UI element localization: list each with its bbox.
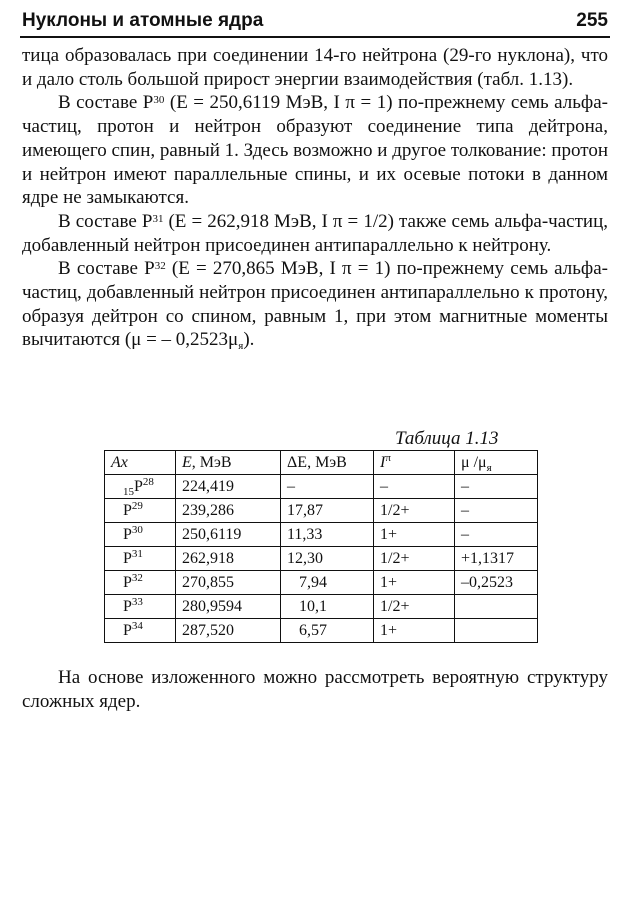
delta-energy-cell: 17,87: [281, 499, 374, 523]
magnetic-moment-cell: –: [455, 523, 538, 547]
header-mu-symbol: μ /μ: [461, 453, 487, 471]
mass-number: 30: [131, 523, 143, 536]
p2-mass-number: 30: [153, 94, 165, 107]
isotope-cell: [105, 571, 176, 595]
isotope-cell: [105, 523, 176, 547]
mass-number: 34: [131, 619, 143, 632]
closing-paragraph: На основе изложенного можно рассмотреть вероятную структуру сложных ядер.: [22, 667, 608, 712]
delta-energy-cell: 11,33: [281, 523, 374, 547]
header-mu-subscript: я: [486, 461, 492, 474]
spin-parity-cell: –: [374, 475, 455, 499]
element-symbol: P: [123, 597, 132, 615]
header-energy-unit: , МэВ: [191, 453, 232, 471]
energy-cell: 280,9594: [176, 595, 281, 619]
energy-cell: 224,419: [176, 475, 281, 499]
energy-cell: 239,286: [176, 499, 281, 523]
table-row: [105, 499, 538, 523]
mass-number: 31: [131, 547, 143, 560]
p4-end: ).: [243, 329, 255, 351]
table-body: [105, 475, 538, 643]
p3-lead: В составе Р: [58, 210, 153, 232]
body-text: [22, 44, 608, 355]
chapter-title: Нуклоны и атомные ядра: [22, 10, 264, 31]
isotope-cell: [105, 475, 176, 499]
header-delta-symbol: ΔE: [287, 453, 308, 471]
element-symbol: P: [123, 573, 132, 591]
p2-text: (Е = 250,6119 МэВ, I π = 1) по-прежнему семь альфа-частиц, протон и нейтрон образуют соединение типа дейтрона, имеющего спин, равный 1. Здесь возможно и другое толкование: протон и нейтрон имеют параллельные спины, и их осевые потоки в данном ядре не замыкаются.: [22, 92, 608, 209]
magnetic-moment-cell: –: [455, 475, 538, 499]
element-symbol: P: [123, 525, 132, 543]
energy-cell: 287,520: [176, 619, 281, 643]
running-header: [20, 8, 610, 38]
table-row: [105, 619, 538, 643]
atomic-number: 15: [123, 485, 134, 498]
spin-parity-cell: 1/2+: [374, 499, 455, 523]
page-number: 255: [576, 10, 608, 31]
p4-subscript: я: [238, 340, 244, 353]
delta-energy-cell: 12,30: [281, 547, 374, 571]
header-parity-symbol: π: [385, 451, 391, 464]
p4-text: (E = 270,865 МэВ, I π = 1) по-прежнему семь альфа-частиц, добавленный нейтрон присоединен антипараллельно к протону, образуя дейтрон со спином, равным 1, при этом магнитные моменты вычитаются (μ = – 0,2523μ: [22, 258, 609, 351]
element-symbol: P: [123, 549, 132, 567]
element-symbol: P: [123, 621, 132, 639]
element-symbol: P: [134, 477, 143, 495]
closing-text: [22, 666, 608, 713]
mass-number: 28: [142, 475, 154, 488]
table-row: [105, 571, 538, 595]
header-spin-parity: [374, 451, 455, 475]
energy-cell: 250,6119: [176, 523, 281, 547]
header-delta-energy: [281, 451, 374, 475]
element-symbol: P: [123, 501, 132, 519]
delta-energy-cell: 7,94: [281, 571, 374, 595]
delta-energy-cell: –: [281, 475, 374, 499]
mass-number: 33: [131, 595, 143, 608]
p3-text: (E = 262,918 МэВ, I π = 1/2) также семь альфа-частиц, добавленный нейтрон присоединен антипараллельно к нейтрону.: [22, 210, 608, 256]
energy-cell: 262,918: [176, 547, 281, 571]
header-spin-symbol: I: [380, 453, 386, 471]
spin-parity-cell: 1+: [374, 571, 455, 595]
header-ax-label: Ax: [111, 453, 128, 471]
paragraph-3: [22, 210, 608, 257]
header-ax: [105, 451, 176, 475]
p4-lead: В составе Р: [58, 258, 155, 280]
magnetic-moment-cell: +1,1317: [455, 547, 538, 571]
table-row: [105, 475, 538, 499]
delta-energy-cell: 10,1: [281, 595, 374, 619]
table-header-row: [105, 451, 538, 475]
mass-number: 29: [131, 499, 143, 512]
p4-mass-number: 32: [154, 260, 166, 273]
magnetic-moment-cell: [455, 619, 538, 643]
paragraph-1: тица образовалась при соединении 14-го нейтрона (29-го нуклона), что и дало столь большой прирост энергии взаимодействия (табл. 1.13).: [22, 45, 608, 90]
magnetic-moment-cell: –0,2523: [455, 571, 538, 595]
isotope-cell: [105, 619, 176, 643]
table-row: [105, 523, 538, 547]
table-row: [105, 595, 538, 619]
table-row: [105, 547, 538, 571]
energy-cell: 270,855: [176, 571, 281, 595]
spin-parity-cell: 1/2+: [374, 547, 455, 571]
header-delta-unit: , МэВ: [307, 453, 347, 471]
header-magnetic-moment: [455, 451, 538, 475]
p2-lead: В составе Р: [58, 92, 154, 114]
paragraph-2: [22, 91, 608, 210]
spin-parity-cell: 1+: [374, 619, 455, 643]
isotope-cell: [105, 499, 176, 523]
isotope-cell: [105, 547, 176, 571]
p3-mass-number: 31: [152, 212, 164, 225]
magnetic-moment-cell: [455, 595, 538, 619]
mass-number: 32: [131, 571, 143, 584]
header-energy: [176, 451, 281, 475]
delta-energy-cell: 6,57: [281, 619, 374, 643]
header-energy-symbol: E: [182, 453, 192, 471]
paragraph-4: [22, 257, 608, 355]
isotope-table: [104, 450, 538, 643]
isotope-cell: [105, 595, 176, 619]
table-caption: Таблица 1.13: [395, 428, 499, 449]
spin-parity-cell: 1/2+: [374, 595, 455, 619]
magnetic-moment-cell: –: [455, 499, 538, 523]
spin-parity-cell: 1+: [374, 523, 455, 547]
